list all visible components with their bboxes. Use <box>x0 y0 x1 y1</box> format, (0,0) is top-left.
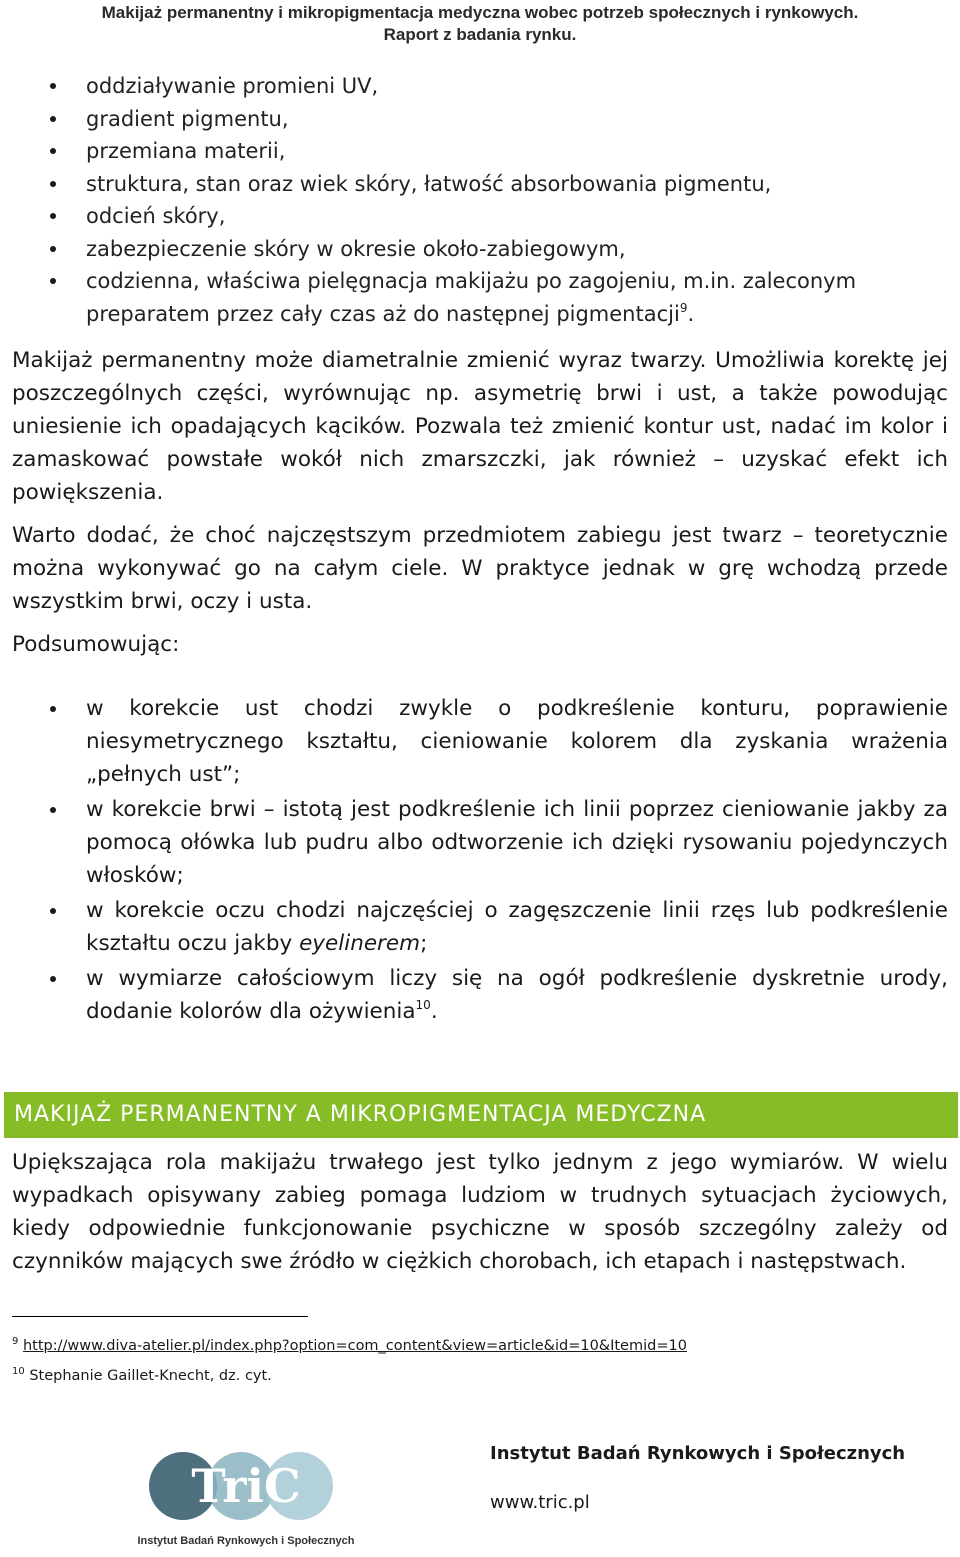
header-line-2: Raport z badania rynku. <box>383 25 577 44</box>
list-item: zabezpieczenie skóry w okresie około-zabiegowym, <box>0 233 960 266</box>
factors-list <box>0 70 960 330</box>
paragraph-medical-role: Upiększająca rola makijażu trwałego jest tylko jednym z jego wymiarów. W wielu wypadkach opisywany zabieg pomaga ludziom w trudnych sytuacjach życiowych, kiedy odpowiednie funkcjonowanie psychiczne w sposób szczególny zależy od czynników mających swe źródło w ciężkich chorobach, ich etapach i następstwach. <box>12 1150 948 1274</box>
page-header <box>0 2 960 46</box>
summary-list <box>0 692 960 1030</box>
footnote-9: $^9$ http://www.diva-atelier.pl/index.php?option=com_content&view=article&id=10&Itemid=10 <box>12 1336 687 1354</box>
list-item: w korekcie ust chodzi zwykle o podkreślenie konturu, poprawienie niesymetrycznego kształtu, cieniowanie kolorem dla zyskania wrażenia „pełnych ust”; <box>0 692 960 791</box>
list-item: przemiana materii, <box>0 135 960 168</box>
list-item: w korekcie brwi – istotą jest podkreślenie ich linii poprzez cieniowanie jakby za pomocą ołówka lub pudru albo odtworzenie ich dzięki rysowaniu pojedynczych włosków; <box>0 793 960 892</box>
footnote-divider <box>12 1316 308 1317</box>
summary-label: Podsumowując: <box>12 632 180 657</box>
list-item: odcień skóry, <box>0 200 960 233</box>
footnote-10: $^{10}$ Stephanie Gaillet-Knecht, dz. cyt. <box>12 1366 272 1384</box>
tric-logo <box>133 1444 359 1550</box>
svg-text:Instytut Badań Rynkowych i Spo: Instytut Badań Rynkowych i Społecznych <box>137 1535 355 1547</box>
header-line-1: Makijaż permanentny i mikropigmentacja medyczna wobec potrzeb społecznych i rynkowych. <box>101 3 859 22</box>
list-item: struktura, stan oraz wiek skóry, łatwość absorbowania pigmentu, <box>0 168 960 201</box>
paragraph-body-areas: Warto dodać, że choć najczęstszym przedmiotem zabiegu jest twarz – teoretycznie można wykonywać go na całym ciele. W praktyce jednak w grę wchodzą przede wszystkim brwi, oczy i usta. <box>12 523 948 614</box>
footer-website[interactable]: www.tric.pl <box>490 1492 590 1513</box>
list-item: w korekcie oczu chodzi najczęściej o zagęszczenie linii rzęs lub podkreślenie kształtu oczu jakby eyelinerem; <box>0 894 960 960</box>
section-title: MAKIJAŻ PERMANENTNY A MIKROPIGMENTACJA MEDYCZNA <box>14 1102 707 1127</box>
footnote-ref-9: 9 <box>679 300 688 315</box>
list-item: codzienna, właściwa pielęgnacja makijażu po zagojeniu, m.in. zaleconym preparatem przez cały czas aż do następnej pigmentacji$^9$. <box>0 265 960 330</box>
svg-text:TriC: TriC <box>191 1459 301 1513</box>
section-heading <box>4 1092 958 1138</box>
list-item: oddziaływanie promieni UV, <box>0 70 960 103</box>
footer-institute: Instytut Badań Rynkowych i Społecznych <box>490 1443 906 1464</box>
list-item: gradient pigmentu, <box>0 103 960 136</box>
footnote-link[interactable]: http://www.diva-atelier.pl/index.php?option=com_content&view=article&id=10&Itemid=10 <box>22 1338 687 1354</box>
paragraph-makeup-effects: Makijaż permanentny może diametralnie zmienić wyraz twarzy. Umożliwia korektę jej poszczególnych części, wyrównując np. asymetrię brwi i ust, a także powodując uniesienie ich opadających kącików. Pozwala też zmienić kontur ust, nadać im kolor i zamaskować powstałe wokół nich zmarszczki, jak również – uzyskać efekt ich powiększenia. <box>12 348 948 505</box>
list-item: w wymiarze całościowym liczy się na ogół podkreślenie dyskretnie urody, dodanie kolorów dla ożywienia$^{10}$. <box>0 962 960 1028</box>
footnote-ref-10: 10 <box>415 998 431 1012</box>
